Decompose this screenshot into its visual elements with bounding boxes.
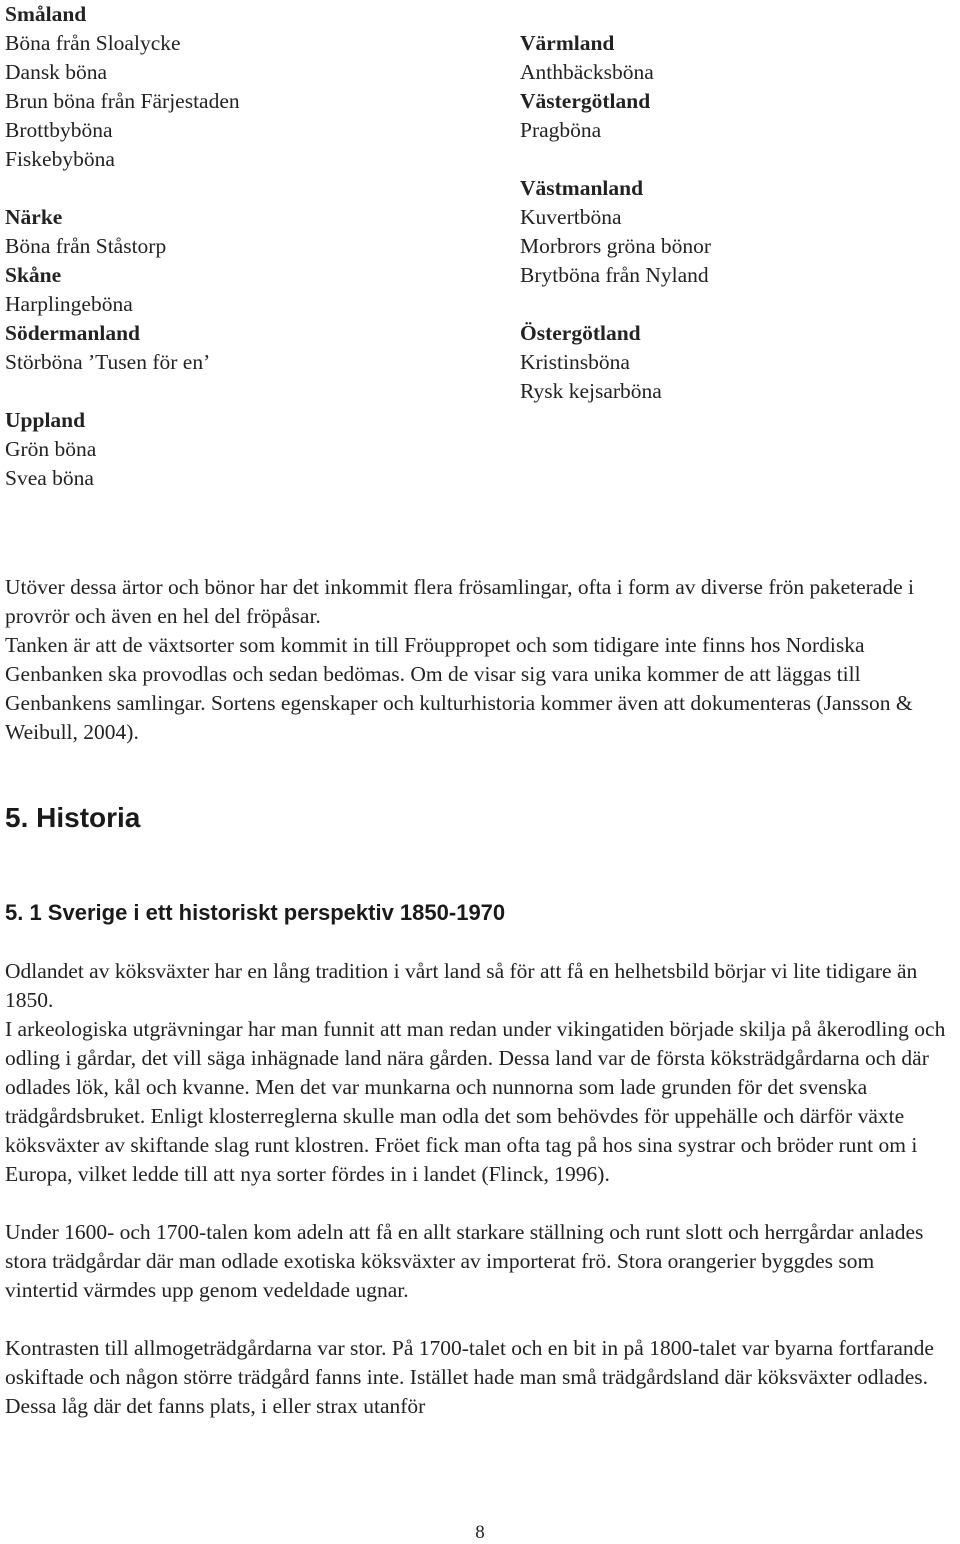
variety-name: Kristinsböna	[520, 350, 630, 374]
intro-text	[5, 573, 950, 747]
region-group-vastmanland	[520, 174, 950, 290]
region-group-uppland	[5, 406, 485, 493]
history-paragraph: Odlandet av köksväxter har en lång tradition i vårt land så för att få en helhetsbild börjar vi lite tidigare än 1850.	[5, 959, 918, 1012]
right-region-column	[520, 29, 950, 435]
variety-name: Brytböna från Nyland	[520, 263, 709, 287]
region-name: Östergötland	[520, 321, 641, 345]
region-name: Västmanland	[520, 176, 644, 200]
region-name: Småland	[5, 2, 87, 26]
region-group-vastergotland	[520, 87, 950, 145]
region-group-skane	[5, 261, 485, 319]
section-heading: 5. Historia	[5, 802, 141, 833]
region-group-sodermanland	[5, 319, 485, 377]
variety-name: Anthbäcksböna	[520, 60, 654, 84]
history-text	[5, 957, 950, 1421]
region-name: Värmland	[520, 31, 615, 55]
history-paragraph: Kontrasten till allmogeträdgårdarna var stor. På 1700-talet och en bit in på 1800-talet var byarna fortfarande oskiftade och någon större trädgård fanns inte. Istället hade man små trädgårdsland där köksväxter odlades. Dessa låg där det fanns plats, i eller strax utanför	[5, 1336, 934, 1418]
variety-name: Pragböna	[520, 118, 602, 142]
region-name: Södermanland	[5, 321, 141, 345]
variety-name: Dansk böna	[5, 60, 108, 84]
intro-paragraph: Utöver dessa ärtor och bönor har det inkommit flera frösamlingar, ofta i form av diverse frön paketerade i provrör och även en hel del fröpåsar.	[5, 575, 914, 628]
region-name: Västergötland	[520, 89, 651, 113]
subsection-heading: 5. 1 Sverige i ett historiskt perspektiv 1850-1970	[5, 900, 506, 925]
region-group-smaland	[5, 0, 485, 174]
variety-name: Kuvertböna	[520, 205, 622, 229]
variety-name: Harplingeböna	[5, 292, 133, 316]
left-region-column	[5, 0, 485, 522]
region-name: Skåne	[5, 263, 62, 287]
region-group-ostergotland	[520, 319, 950, 406]
variety-name: Brottbyböna	[5, 118, 113, 142]
region-name: Närke	[5, 205, 63, 229]
history-paragraph: Under 1600- och 1700-talen kom adeln att få en allt starkare ställning och runt slott och herrgårdar anlades stora trädgårdar där man odlade exotiska köksväxter av importerat frö. Stora orangerier byggdes som vintertid värmdes upp genom vedeldade ugnar.	[5, 1220, 924, 1302]
region-group-varmland	[520, 29, 950, 87]
variety-name: Rysk kejsarböna	[520, 379, 662, 403]
variety-name: Störböna ’Tusen för en’	[5, 350, 211, 374]
region-group-narke	[5, 203, 485, 261]
variety-name: Grön böna	[5, 437, 97, 461]
variety-name: Brun böna från Färjestaden	[5, 89, 240, 113]
variety-name: Fiskebyböna	[5, 147, 115, 171]
variety-name: Svea böna	[5, 466, 94, 490]
variety-name: Böna från Ståstorp	[5, 234, 167, 258]
variety-name: Böna från Sloalycke	[5, 31, 181, 55]
page-number: 8	[475, 1522, 485, 1543]
intro-paragraph: Tanken är att de växtsorter som kommit in till Fröuppropet och som tidigare inte finns hos Nordiska Genbanken ska provodlas och sedan bedömas. Om de visar sig vara unika kommer de att läggas till Genbankens samlingar. Sortens egenskaper och kulturhistoria kommer även att dokumenteras (Jansson & Weibull, 2004).	[5, 633, 913, 744]
region-name: Uppland	[5, 408, 86, 432]
history-paragraph: I arkeologiska utgrävningar har man funnit att man redan under vikingatiden började skilja på åkerodling och odling i gårdar, det vill säga inhägnade land nära gården. Dessa land var de första köksträdgårdarna och där odlades lök, kål och kvanne. Men det var munkarna och nunnorna som lade grunden för det svenska trädgårdsbruket. Enligt klosterreglerna skulle man odla det som behövdes för uppehälle och därför växte köksväxter av skiftande slag runt klostren. Fröet fick man ofta tag på hos sina systrar och bröder runt om i Europa, vilket ledde till att nya sorter fördes in i landet (Flinck, 1996).	[5, 1017, 946, 1186]
variety-name: Morbrors gröna bönor	[520, 234, 712, 258]
